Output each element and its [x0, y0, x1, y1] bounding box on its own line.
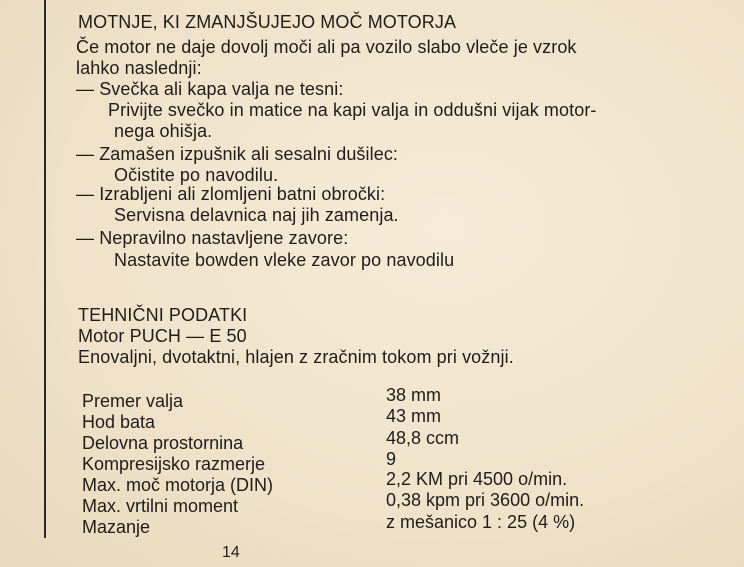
fault-fix-2: Očistite po navodilu. — [114, 165, 279, 185]
fault-cause-1: — Svečka ali kapa valja ne tesni: — [76, 79, 344, 99]
spec-value: z mešanico 1 : 25 (4 %) — [386, 512, 576, 532]
spec-value: 48,8 ccm — [386, 428, 460, 448]
section-title-tech: TEHNIČNI PODATKI — [78, 305, 248, 325]
spec-value: 9 — [386, 449, 397, 469]
spec-value: 38 mm — [386, 385, 442, 405]
fault-fix-1-line2: nega ohišja. — [114, 121, 213, 141]
fault-fix-4: Nastavite bowden vleke zavor po navodilu — [114, 250, 455, 270]
engine-model: Motor PUCH — E 50 — [78, 326, 247, 346]
spec-label: Max. moč motorja (DIN) — [82, 475, 274, 495]
section-title-faults: MOTNJE, KI ZMANJŠUJEJO MOČ MOTORJA — [78, 12, 457, 32]
spec-label: Delovna prostornina — [82, 433, 244, 453]
fault-fix-1-line1: Privijte svečko in matice na kapi valja in oddušni vijak motor- — [108, 100, 597, 120]
spec-label: Premer valja — [82, 391, 184, 411]
fault-cause-4: — Nepravilno nastavljene zavore: — [76, 228, 349, 248]
engine-description: Enovaljni, dvotaktni, hlajen z zračnim tokom pri vožnji. — [78, 347, 514, 367]
intro-text-line2: lahko naslednji: — [76, 58, 202, 78]
spec-label: Kompresijsko razmerje — [82, 454, 266, 474]
spec-value: 2,2 KM pri 4500 o/min. — [386, 469, 568, 489]
margin-rule — [44, 0, 46, 538]
intro-text-line1: Če motor ne daje dovolj moči ali pa vozilo slabo vleče je vzrok — [76, 37, 577, 57]
spec-label: Hod bata — [82, 412, 156, 432]
spec-label: Mazanje — [82, 517, 151, 537]
spec-value: 43 mm — [386, 406, 442, 426]
fault-cause-2: — Zamašen izpušnik ali sesalni dušilec: — [76, 144, 399, 164]
fault-cause-3: — Izrabljeni ali zlomljeni batni obročki: — [76, 184, 386, 204]
fault-fix-3: Servisna delavnica naj jih zamenja. — [114, 205, 399, 225]
page-number: 14 — [222, 544, 240, 561]
spec-label: Max. vrtilni moment — [82, 496, 239, 516]
spec-value: 0,38 kpm pri 3600 o/min. — [386, 490, 585, 510]
